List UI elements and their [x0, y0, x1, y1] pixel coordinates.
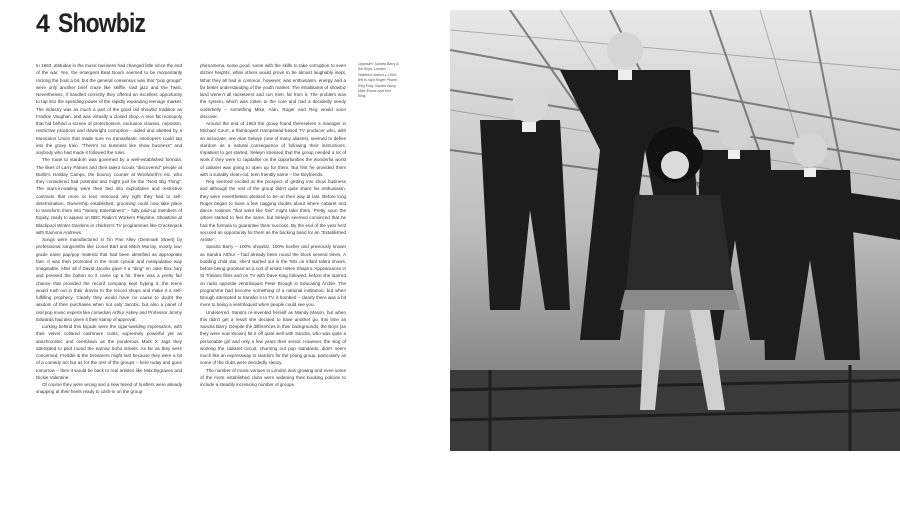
paragraph: Undeterred, Sandra re-invented herself as Mandy Mason, but when this didn't get a result she decided to have another go, this time as Sandra Barry. Despite the differences in their backgrounds, the Boys (as they were now known) hit it off quite well with Sandra, who was quite a personable girl and only a few years their senior. However, the slog of working the cabaret circuit, churning out pop standards, didn't seem much like an expressway to stardom for the young group, particularly as some of the clubs were decidedly sleazy. — [200, 309, 346, 366]
band-photo — [450, 10, 900, 451]
chapter-title: Showbiz — [58, 8, 146, 38]
paragraph: Of course they were wrong and a new breed of hustlers were already snapping at their heels ready to cash-in on the group — [36, 382, 182, 395]
paragraph: Around the end of 1963 the group found themselves a manager in Michael Court, a flamboyant Hampstead-based TV producer who, with an associate, one Alan Selwyn (one of many aliases), seemed to define stardom as a natural consequence of following their instructions. Impatient to get started, Selwyn stressed that the group needed a lot of work if they were to capitalise on the opportunities the wonderful world of cabaret was going to open up for them. But first he provided them with a suitably clean-cut, teen friendly name – the Boyfriends. — [200, 121, 346, 177]
chapter-number: 4 — [36, 10, 50, 38]
paragraph: Reg seemed excited at the prospect of getting into show business and although the rest of the group didn't quite share his enthusiasm, they were nevertheless pleased to be on their way at last. Before long Roger began to have a few nagging doubts about where cabaret and dance routines "that went like this" might take them. Pretty soon the others started to feel the same, but Selwyn seemed convinced that he had the formula to guarantee them success. By the end of the year he'd secured an opportunity for them as the backing band for an "Established Artiste". — [200, 179, 346, 242]
paragraph: Lurking behind this façade were the cigar-wielding impresarios, with their velvet collared cashmere coats, supremely powerful yet as anachronistic and overblown as the ponderous Mark X Jags they attempted to pilot round the narrow Soho streets. As far as they were concerned, Freddie & the Dreamers might last because they were a bit of a comedy act but as for the rest of the groups – here today and gone tomorrow – then it would be back to real artistes like Max Bygraves and Dickie Valentine. — [36, 324, 182, 380]
paragraph: phenomena, some good, some with the skills to take corruption to even dizzier heights, while others would prove to be almost laughably inept. What they all had in common, however, was enthusiasm, energy and a far better understanding of the youth market. The inhabitants of showbiz land weren't all racketeers and con men, far from it. The problem was the system, which was rotten to the core and had a decidedly seedy underbelly – something Mike, Alan, Roger and Reg would soon discover. — [200, 63, 346, 119]
paragraph: In 1963, attitudes in the music business had changed little since the end of the war. Yes, the emergent Beat Boom seemed to be momentarily rocking the boat a bit, but the general consensus was that "pop groups" were only another brief craze like skiffle, trad jazz and the Twist. Nevertheless, if handled correctly they offered an excellent opportunity to tap into the spending power of the rapidly expanding teenage market. The industry was as much a part of the good old showbiz tradition as Frankie Vaughan, and was virtually a closed shop. A nice fat monopoly that hid behind a screen of protectionism, exclusion clauses, nepotism, restrictive practices and downright corruption – aided and abetted by a Musicians Union that made sure no transatlantic interlopers could tap into the gravy train. "There's no business like show business" and anybody who had made it followed the rules. — [36, 63, 182, 155]
body-column-2 — [200, 62, 346, 460]
paragraph: Songs were manufactured in Tin Pan Alley (Denmark Street) by professional songsmiths like Lionel Bart and Mitch Murray, mostly low-grade naive pap/pop material that had been identified as appropriate fare. It was then promoted in the most cynical and manipulative way imaginable. After all if David Jacobs gave it a "ding" on Juke Box Jury and pressed the button so it came up a hit, there was a pretty fair chance that provided the record company kept hyping it, the teens would rush out in their droves to the record shops and make it a self-fulfilling prophecy. Clearly they would have no cause to doubt the wisdom of their purchases when not only Jacobs, but also a panel of real pop music experts like comedian Arthur Askey and Professor Jimmy Edwards had also given it their stamp of approval. — [36, 237, 182, 322]
photo-caption: Opposite: Sandra Barry & the Boys, London Waterloo station c.1964: left to right Roger Powell, Reg King, Sandra Barry, Mike Evans and Ken King. — [358, 62, 399, 99]
paragraph: Sandra Barry – 100% showbiz, 100% kosher and previously known as Sandra Arthur – had already been round the block several times. A budding child star, she'd started out in the '50s on infant talent shows, before being groomed as a sort of ersatz Helen Shapiro. Appearances in St Trinians films and on TV with Dave King followed, before she starred on radio opposite ventriloquist Peter Brough in Educating Archie. The programme had become something of a national institution, but when Brough attempted to transfer it to TV, it bombed – clearly there was a bit more to being a ventriloquist when people could see you. — [200, 244, 346, 308]
body-column-1 — [36, 62, 182, 460]
paragraph: The number of music venues in London was growing and even some of the more established clubs were widening their booking policies to include a steadily increasing number of groups. — [200, 367, 346, 387]
paragraph: The route to stardom was governed by a well-established formula. The likes of Larry Parnes and their talent scouts "discovered" people at Butlin's Holiday Camps, the bouncy counter at Woolworth's etc. who they considered had potential and might just be the "Next Big Thing". The stars-in-waiting were then tied into exploitative and restrictive contracts that more or less removed any right they had to self-determination. Ownership established, grooming could now take place to transform them into "Variety Entertainers" – fully paid-up members of Equity, ready to appear on BBC Radio's Workers Playtime, Showtime at Blackpool Winter Gardens or children's TV programmes like Crackerjack with Eamonn Andrews. — [36, 157, 182, 235]
chapter-header — [36, 8, 161, 39]
right-page — [450, 0, 900, 508]
band-photo-illustration — [450, 10, 900, 451]
